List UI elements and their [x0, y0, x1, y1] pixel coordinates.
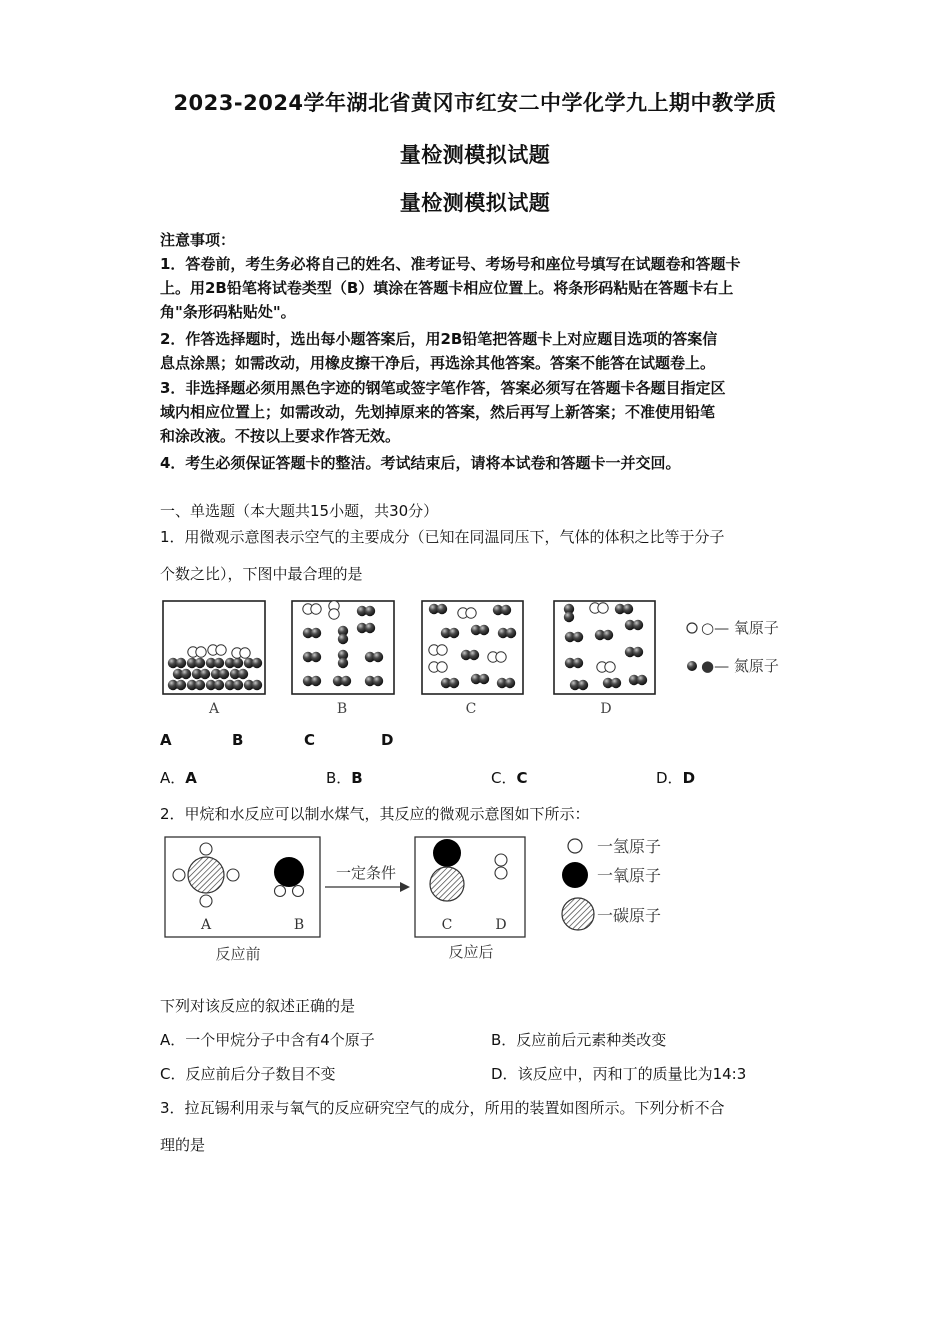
q3-stem-line-1: 3．拉瓦锡利用汞与氧气的反应研究空气的成分，所用的装置如图所示。下列分析不合: [160, 1099, 725, 1117]
nitrogen-atom-icon: [233, 680, 243, 690]
oxygen-molecule: [597, 662, 615, 672]
nitrogen-atom-icon: [687, 661, 697, 671]
oxygen-molecule: [488, 652, 506, 662]
carbon-atom-icon: [188, 857, 224, 893]
oxygen-atom-icon: [466, 608, 476, 618]
nitrogen-atom-icon: [214, 658, 224, 668]
oxygen-molecule: [232, 648, 250, 658]
nitrogen-atom-icon: [252, 680, 262, 690]
option-letter: A．: [160, 1031, 186, 1049]
nitrogen-atom-icon: [195, 680, 205, 690]
q1-caption-label: D: [381, 731, 394, 749]
nitrogen-atom-icon: [633, 647, 643, 657]
hydrogen-atom-icon: [568, 839, 582, 853]
legend-hydrogen: 一氢原子: [597, 837, 662, 856]
nitrogen-atom-icon: [311, 652, 321, 662]
nitrogen-atom-icon: [181, 669, 191, 679]
nitrogen-atom-icon: [365, 606, 375, 616]
legend-carbon: 一碳原子: [597, 906, 662, 925]
option-letter: B．: [326, 769, 352, 787]
oxygen-atom-icon: [562, 862, 588, 888]
oxygen-atom-icon: [437, 662, 447, 672]
option-text: 该反应中，丙和丁的质量比为14:3: [517, 1065, 747, 1083]
oxygen-molecule: [429, 645, 447, 655]
nitrogen-atom-icon: [637, 675, 647, 685]
box-label-b: B: [336, 701, 348, 717]
oxygen-atom-icon: [496, 652, 506, 662]
hydrogen-atom-icon: [227, 869, 239, 881]
nitrogen-atom-icon: [633, 620, 643, 630]
legend-oxygen: 一氧原子: [597, 866, 662, 885]
nitrogen-atom-icon: [176, 658, 186, 668]
hydrogen-atom-icon: [495, 867, 507, 879]
oxygen-atom-icon: [437, 645, 447, 655]
hydrogen-atom-icon: [275, 886, 286, 897]
box-label-d: D: [600, 701, 612, 717]
hydrogen-atom-icon: [200, 843, 212, 855]
q2-option-c[interactable]: [160, 1063, 336, 1084]
option-text: C: [516, 769, 528, 787]
q1-option-c[interactable]: [491, 767, 528, 788]
arrow-icon: [325, 882, 410, 892]
box-label-c: C: [465, 701, 477, 717]
notice-line: 2．作答选择题时，选出每小题答案后，用2B铅笔把答题卡上对应题目选项的答案信: [160, 330, 718, 348]
oxygen-atom-icon: [598, 603, 608, 613]
box-c: [422, 601, 523, 694]
notice-heading: 注意事项：: [160, 231, 236, 249]
oxygen-atom-icon: [311, 604, 321, 614]
doc-title-line-3: 量检测模拟试题: [399, 191, 551, 215]
legend-oxygen: [687, 619, 779, 637]
nitrogen-atom-icon: [501, 605, 511, 615]
notice-line: 4．考生必须保证答题卡的整洁。考试结束后，请将本试卷和答题卡一并交回。: [160, 454, 681, 472]
oxygen-atom-icon: [687, 623, 697, 633]
oxygen-molecule: [303, 604, 321, 614]
oxygen-atom-icon: [216, 645, 226, 655]
q1-option-d[interactable]: [656, 767, 695, 788]
option-text: 反应前后分子数目不变: [185, 1065, 336, 1083]
option-letter: C．: [160, 1065, 186, 1083]
co-molecule: [430, 839, 464, 901]
nitrogen-atom-icon: [611, 678, 621, 688]
option-text: D: [682, 769, 696, 787]
carbon-atom-icon: [430, 867, 464, 901]
nitrogen-atom-icon: [479, 625, 489, 635]
nitrogen-atom-icon: [238, 669, 248, 679]
notice-line: 息点涂黑；如需改动，用橡皮擦干净后，再选涂其他答案。答案不能答在试题卷上。: [160, 354, 716, 372]
nitrogen-atom-icon: [365, 623, 375, 633]
q1-stem-line-1: 1．用微观示意图表示空气的主要成分（已知在同温同压下，气体的体积之比等于分子: [160, 528, 725, 546]
option-letter: A．: [160, 769, 186, 787]
nitrogen-atom-icon: [341, 676, 351, 686]
q2-reaction-figure: [160, 832, 690, 972]
nitrogen-atom-icon: [176, 680, 186, 690]
notice-line: 1．答卷前，考生务必将自己的姓名、准考证号、考场号和座位号填写在试题卷和答题卡: [160, 255, 741, 273]
q2-option-d[interactable]: [491, 1063, 746, 1084]
oxygen-molecule: [329, 601, 339, 619]
option-text: 反应前后元素种类改变: [516, 1031, 667, 1049]
option-text: 一个甲烷分子中含有4个原子: [185, 1031, 375, 1049]
arrow-condition: 一定条件: [335, 864, 397, 882]
nitrogen-atom-icon: [338, 658, 348, 668]
nitrogen-atom-icon: [603, 630, 613, 640]
hydrogen-atom-icon: [173, 869, 185, 881]
nitrogen-atom-icon: [373, 676, 383, 686]
label-d: D: [495, 917, 507, 933]
option-text: B: [351, 769, 363, 787]
nitrogen-atom-icon: [195, 658, 205, 668]
q2-stem: 2．甲烷和水反应可以制水煤气，其反应的微观示意图如下所示：: [160, 805, 590, 823]
option-letter: D．: [656, 769, 683, 787]
doc-title-line-2: 量检测模拟试题: [399, 143, 551, 167]
nitrogen-atom-icon: [311, 676, 321, 686]
label-after: 反应后: [448, 943, 494, 961]
box-b: [292, 601, 394, 694]
section-heading: 一、单选题（本大题共15小题，共30分）: [160, 502, 439, 520]
q1-caption-label: B: [232, 731, 244, 749]
q2-option-b[interactable]: [491, 1029, 666, 1050]
label-c: C: [441, 917, 453, 933]
box-d: [554, 601, 655, 694]
notice-line: 和涂改液。不按以上要求作答无效。: [160, 427, 401, 445]
nitrogen-atom-icon: [437, 604, 447, 614]
hydrogen-atom-icon: [293, 886, 304, 897]
carbon-atom-icon: [562, 898, 594, 930]
oxygen-molecule: [208, 645, 226, 655]
q1-molecule-figure: [155, 595, 795, 720]
doc-title-line-1: 2023-2024学年湖北省黄冈市红安二中学化学九上期中教学质: [173, 91, 777, 115]
nitrogen-atom-icon: [469, 650, 479, 660]
q3-stem-line-2: 理的是: [160, 1136, 206, 1154]
oxygen-molecule: [429, 662, 447, 672]
methane-molecule: [173, 843, 239, 907]
nitrogen-atom-icon: [373, 652, 383, 662]
q2-option-a[interactable]: [160, 1029, 375, 1050]
oxygen-atom-icon: [433, 839, 461, 867]
label-before: 反应前: [215, 945, 261, 963]
nitrogen-atom-icon: [573, 632, 583, 642]
legend-oxygen-label: ○— 氧原子: [701, 619, 779, 637]
nitrogen-atom-icon: [200, 669, 210, 679]
notice-line: 上。用2B铅笔将试卷类型（B）填涂在答题卡相应位置上。将条形码粘贴在答题卡右上: [160, 279, 734, 297]
option-text: A: [185, 769, 197, 787]
nitrogen-atom-icon: [338, 634, 348, 644]
q1-caption-label: A: [160, 731, 172, 749]
nitrogen-atom-icon: [623, 604, 633, 614]
label-a: A: [200, 917, 212, 933]
nitrogen-atom-icon: [449, 628, 459, 638]
nitrogen-atom-icon: [564, 612, 574, 622]
notice-line: 域内相应位置上；如需改动，先划掉原来的答案，然后再写上新答案；不准使用铅笔: [160, 403, 716, 421]
oxygen-molecule: [590, 603, 608, 613]
nitrogen-atom-icon: [449, 678, 459, 688]
q1-stem-line-2: 个数之比），下图中最合理的是: [160, 565, 363, 583]
nitrogen-atom-icon: [506, 628, 516, 638]
nitrogen-atom-icon: [219, 669, 229, 679]
hydrogen-molecule: [495, 854, 507, 879]
nitrogen-atom-icon: [311, 628, 321, 638]
nitrogen-atom-icon: [214, 680, 224, 690]
nitrogen-atom-icon: [479, 674, 489, 684]
oxygen-atom-icon: [274, 857, 304, 887]
oxygen-molecule: [188, 647, 206, 657]
hydrogen-atom-icon: [200, 895, 212, 907]
notice-line: 角"条形码粘贴处"。: [160, 303, 296, 321]
oxygen-atom-icon: [196, 647, 206, 657]
box-a: [163, 601, 265, 694]
legend-nitrogen: [687, 657, 779, 675]
nitrogen-atom-icon: [252, 658, 262, 668]
q1-option-b[interactable]: [326, 767, 363, 788]
q2-prompt: 下列对该反应的叙述正确的是: [160, 997, 356, 1015]
nitrogen-atom-icon: [233, 658, 243, 668]
option-letter: C．: [491, 769, 517, 787]
q1-caption-label: C: [304, 731, 316, 749]
oxygen-atom-icon: [240, 648, 250, 658]
notice-line: 3．非选择题必须用黑色字迹的钢笔或签字笔作答，答案必须写在答题卡各题目指定区: [160, 379, 726, 397]
water-molecule: [274, 857, 304, 897]
legend-nitrogen-label: ●— 氮原子: [701, 657, 779, 675]
hydrogen-atom-icon: [495, 854, 507, 866]
option-letter: D．: [491, 1065, 518, 1083]
box-label-a: A: [208, 701, 220, 717]
oxygen-atom-icon: [329, 609, 339, 619]
oxygen-molecule: [458, 608, 476, 618]
label-b: B: [293, 917, 305, 933]
option-letter: B．: [491, 1031, 517, 1049]
nitrogen-atom-icon: [578, 680, 588, 690]
nitrogen-atom-icon: [505, 678, 515, 688]
q1-option-a[interactable]: [160, 767, 197, 788]
oxygen-atom-icon: [605, 662, 615, 672]
nitrogen-atom-icon: [573, 658, 583, 668]
